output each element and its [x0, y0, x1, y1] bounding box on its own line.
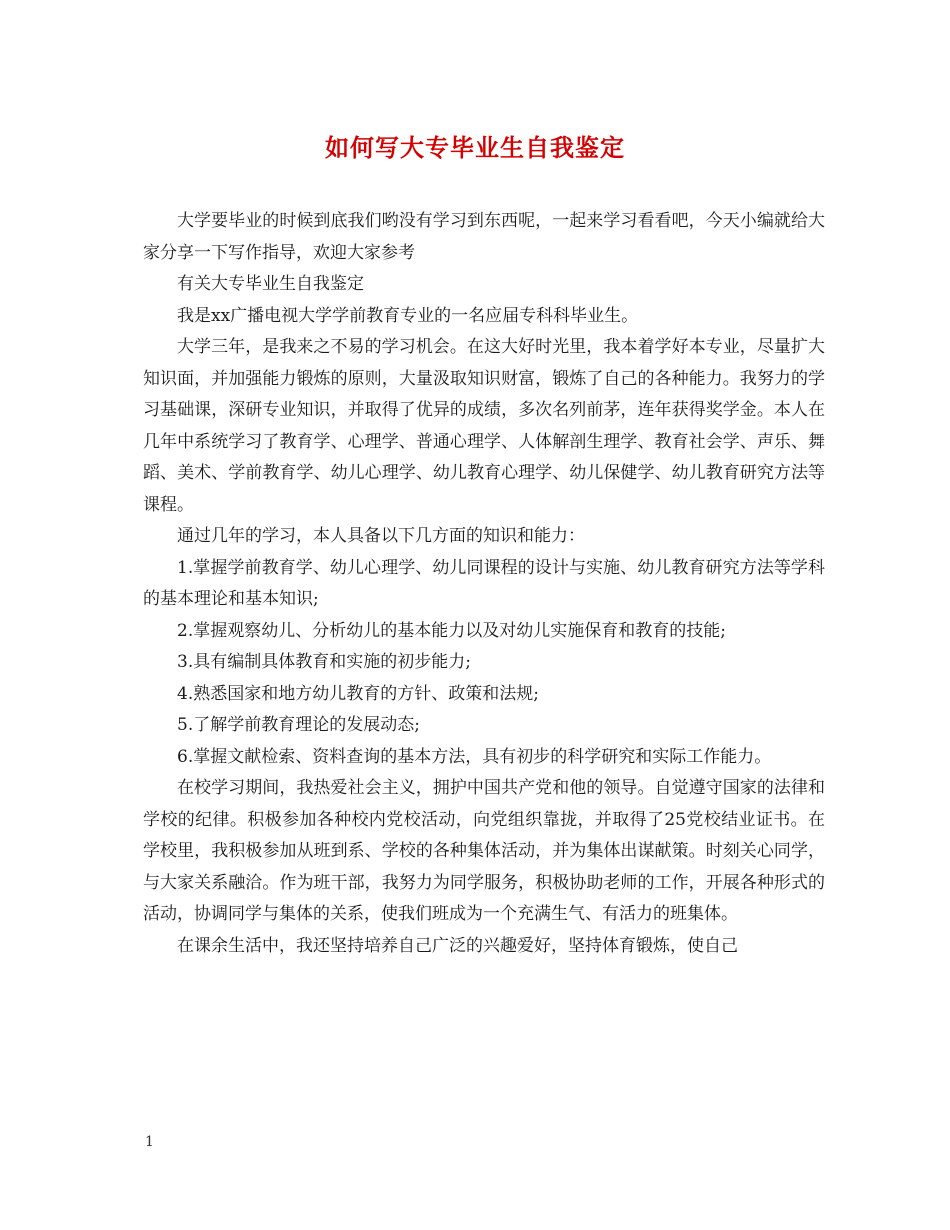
document-body — [143, 206, 825, 962]
paragraph-subheading: 有关大专毕业生自我鉴定 — [177, 274, 364, 294]
paragraph-extracurricular: 在课余生活中，我还坚持培养自己广泛的兴趣爱好，坚持体育锻炼，使自己 — [177, 935, 738, 956]
list-item-1: 1.掌握学前教育学、幼儿心理学、幼儿同课程的设计与实施、幼儿教育研究方法等学科的基本理论和基本知识; — [143, 557, 825, 609]
paragraph-intro: 大学要毕业的时候到底我们哟没有学习到东西呢，一起来学习看看吧，今天小编就给大家分享一下写作指导，欢迎大家参考 — [143, 211, 825, 263]
list-item-4: 4.熟悉国家和地方幼儿教育的方针、政策和法规; — [177, 683, 539, 704]
document-title: 如何写大专毕业生自我鉴定 — [325, 133, 625, 162]
paragraph-study: 大学三年，是我来之不易的学习机会。在这大好时光里，我本着学好本专业，尽量扩大知识面，并加强能力锻炼的原则，大量汲取知识财富，锻炼了自己的各种能力。我努力的学习基础课，深研专业知识，并取得了优异的成绩，多次名列前茅，连年获得奖学金。本人在几年中系统学习了教育学、心理学、普通心理学、人体解剖生理学、教育社会学、声乐、舞蹈、美术、学前教育学、幼儿心理学、幼儿教育心理学、幼儿保健学、幼儿教育研究方法等课程。 — [143, 337, 825, 515]
paragraph-campus-life: 在校学习期间，我热爱社会主义，拥护中国共产党和他的领导。自觉遵守国家的法律和学校的纪律。积极参加各种校内党校活动，向党组织靠拢，并取得了25党校结业证书。在学校里，我积极参加从班到系、学校的各种集体活动，并为集体出谋献策。时刻关心同学，与大家关系融洽。作为班干部，我努力为同学服务，积极协助老师的工作，开展各种形式的活动，协调同学与集体的关系，使我们班成为一个充满生气、有活力的班集体。 — [143, 778, 825, 924]
list-item-6: 6.掌握文献检索、资料查询的基本方法，具有初步的科学研究和实际工作能力。 — [177, 746, 772, 767]
paragraph-self-introduction: 我是xx广播电视大学学前教育专业的一名应届专科科毕业生。 — [177, 305, 639, 326]
paragraph-abilities-intro: 通过几年的学习，本人具备以下几方面的知识和能力： — [177, 526, 585, 546]
list-item-5: 5.了解学前教育理论的发展动态; — [177, 715, 420, 735]
list-item-2: 2.掌握观察幼儿、分析幼儿的基本能力以及对幼儿实施保育和教育的技能; — [177, 620, 726, 641]
list-item-3: 3.具有编制具体教育和实施的初步能力; — [177, 652, 471, 672]
page-number: 1 — [145, 1134, 154, 1150]
